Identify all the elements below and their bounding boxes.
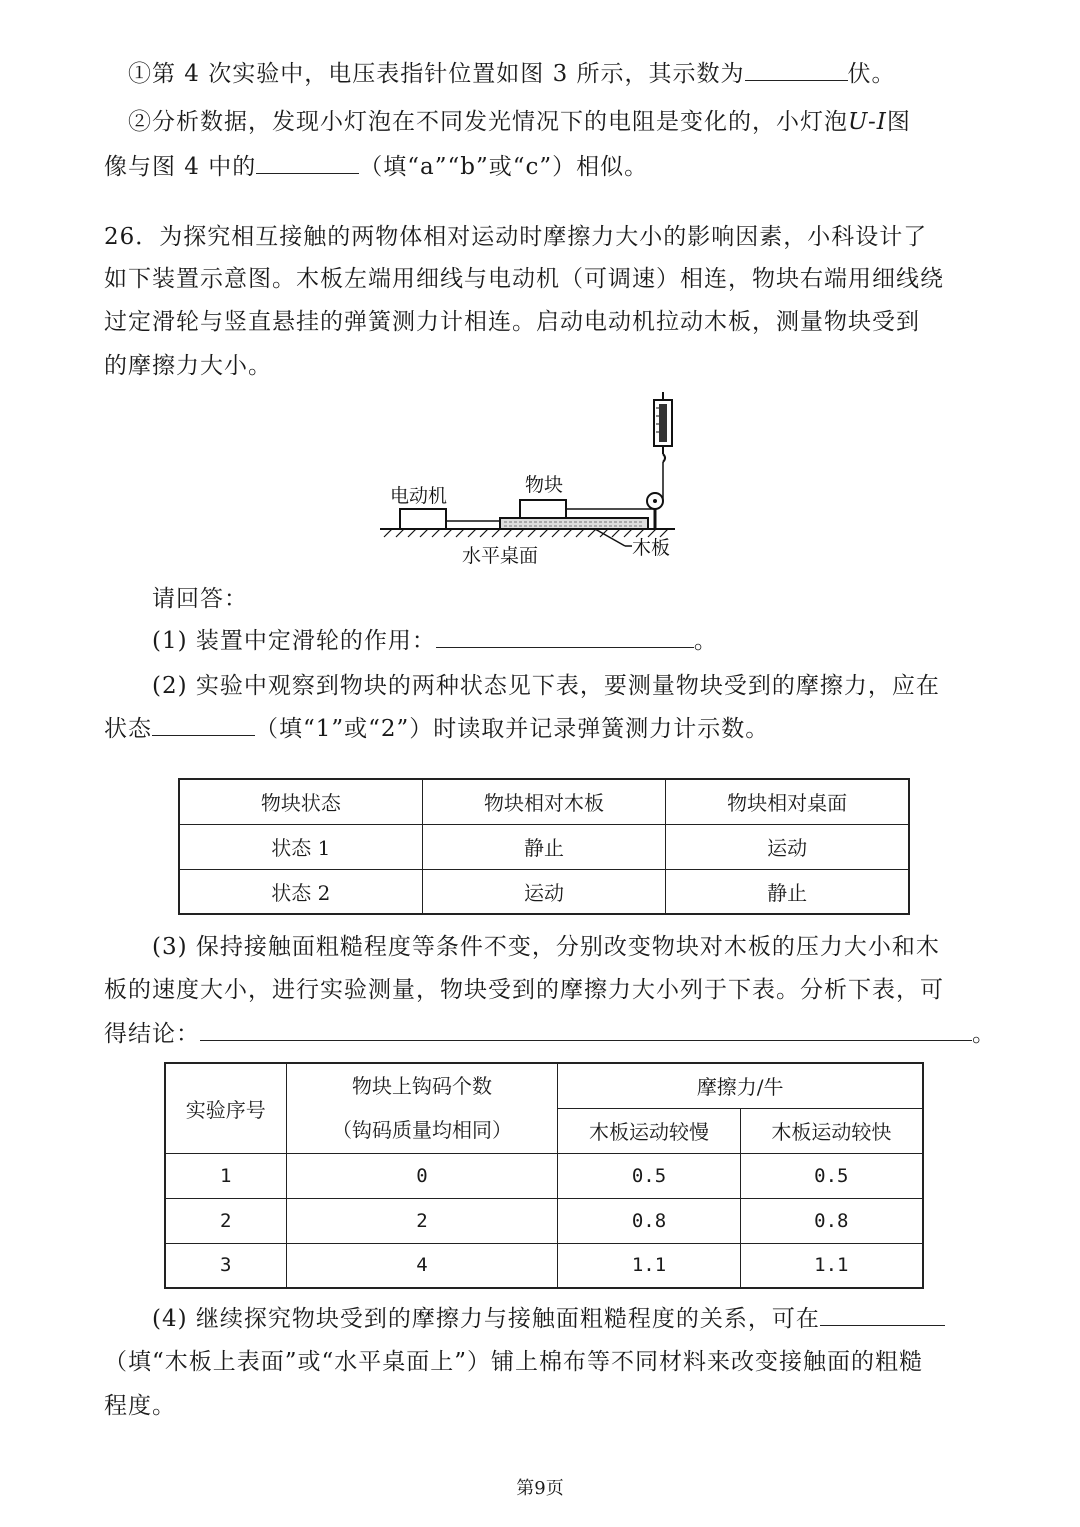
label-table: 水平桌面	[462, 545, 539, 567]
label-block: 物块	[525, 474, 564, 496]
q25-item2-line1: ②分析数据，发现小灯泡在不同发光情况下的电阻是变化的，小灯泡U-I图	[128, 109, 911, 135]
q26-sub3-line3: 得结论： 。	[104, 1018, 996, 1050]
q25-item1: ①第 4 次实验中，电压表指针位置如图 3 所示，其示数为 伏。	[128, 58, 896, 90]
label-board: 木板	[632, 537, 671, 559]
q26-sub4-line1: (4) 继续探究物块受到的摩擦力与接触面粗糙程度的关系，可在	[152, 1303, 945, 1335]
table-row: 3 4 1.1 1.1	[165, 1243, 923, 1288]
q26-sub4-line2: （填“木板上表面”或“水平桌面上”）铺上棉布等不同材料来改变接触面的粗糙	[104, 1349, 924, 1375]
q26-intro-line1: 26．为探究相互接触的两物体相对运动时摩擦力大小的影响因素，小科设计了	[104, 224, 928, 250]
pulley-icon	[647, 493, 663, 529]
answer-blank-conclusion[interactable]	[200, 1018, 972, 1041]
label-motor: 电动机	[390, 485, 448, 507]
block	[520, 500, 566, 518]
apparatus-figure	[370, 390, 690, 570]
state-table	[178, 778, 910, 915]
answer-blank-voltage[interactable]	[745, 58, 848, 81]
q26-sub1: (1) 装置中定滑轮的作用： 。	[152, 625, 718, 657]
q25-item2-line2: 像与图 4 中的 （填“a”“b”或“c”）相似。	[104, 151, 648, 183]
q26-sub3-line1: (3) 保持接触面粗糙程度等条件不变，分别改变物块对木板的压力大小和木	[152, 934, 940, 960]
table-row: 状态 1 静止 运动	[179, 824, 909, 869]
answer-blank-surface[interactable]	[820, 1303, 945, 1326]
table-row: 实验序号 物块上钩码个数 （钩码质量均相同） 摩擦力/牛	[165, 1063, 923, 1108]
answer-prompt: 请回答：	[152, 586, 248, 612]
motor-box	[400, 509, 446, 529]
table-row: 1 0 0.5 0.5	[165, 1153, 923, 1198]
wooden-board	[500, 518, 648, 529]
page-number: 第9页	[516, 1478, 564, 1499]
q26-sub3-line2: 板的速度大小，进行实验测量，物块受到的摩擦力大小列于下表。分析下表，可	[104, 977, 944, 1003]
table-row: 状态 2 运动 静止	[179, 869, 909, 914]
table-row: 木板运动较慢 木板运动较快	[165, 1108, 923, 1153]
friction-table	[164, 1062, 924, 1289]
spring-scale-icon	[654, 392, 672, 462]
answer-blank-graph[interactable]	[256, 151, 359, 174]
q26-sub2-line2: 状态 （填“1”或“2”）时读取并记录弹簧测力计示数。	[104, 713, 769, 745]
q26-intro-line2: 如下装置示意图。木板左端用细线与电动机（可调速）相连，物块右端用细线绕	[104, 266, 944, 292]
answer-blank-state[interactable]	[152, 713, 255, 736]
table-row: 2 2 0.8 0.8	[165, 1198, 923, 1243]
q26-intro-line3: 过定滑轮与竖直悬挂的弹簧测力计相连。启动电动机拉动木板，测量物块受到	[104, 309, 920, 335]
q26-sub2-line1: (2) 实验中观察到物块的两种状态见下表，要测量物块受到的摩擦力，应在	[152, 673, 940, 699]
answer-blank-pulley[interactable]	[436, 625, 694, 648]
q26-intro-line4: 的摩擦力大小。	[104, 353, 272, 379]
q26-sub4-line3: 程度。	[104, 1393, 176, 1419]
table-row: 物块状态 物块相对木板 物块相对桌面	[179, 779, 909, 824]
table-surface	[380, 529, 675, 537]
